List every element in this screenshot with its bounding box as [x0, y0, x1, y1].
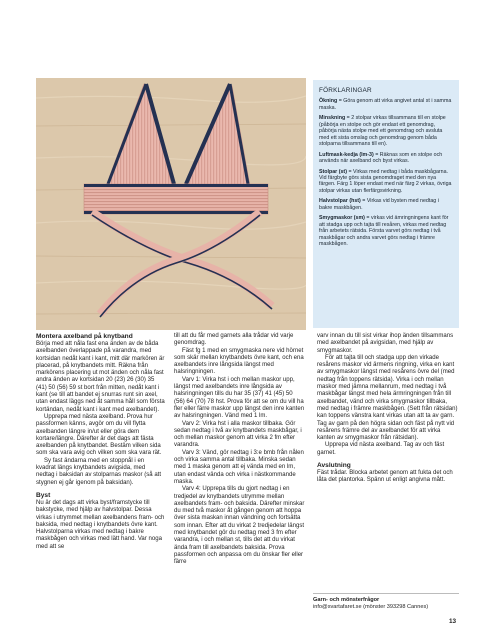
paragraph: Varv 4: Upprepa tills du gjort nedtag i en tredjedel av knytbandets utrymme mellan axelbandets fram- och baksida. Därefter minskar du med två maskor åt gången genom att hoppa över sista maskan innan vändning och fortsätta som innan. Efter att du virkat 2 tredjedelar längst med knytbandet gör du nedtag med 3 fm efter varandra, i och mellan st, tills det att du virkat ända fram till axelbandets baksida. Prova passformen och anpassa om du önskar fler eller färre: [174, 486, 305, 566]
column-3: [317, 333, 459, 485]
legend-entry: [319, 198, 453, 211]
legend-definition: = Räknas som en stolpe och används när axelband och byst virkas.: [319, 151, 443, 165]
credit: [313, 597, 463, 611]
legend-term: Stolpar (st): [319, 168, 347, 175]
legend-entries: [319, 98, 453, 247]
page-number: 13: [449, 618, 457, 625]
paragraph: Fäst trådar. Blocka arbetet genom att fukta det och låta det plantorka. Spänn ut enligt angivna mått.: [317, 470, 453, 484]
paragraph: till att du får med garnets alla trådar vid varje genomdrag.: [174, 333, 294, 347]
legend-entry: [319, 215, 453, 247]
paragraph: Sy fast ändarna med en stoppnål i en kvadrat längs knytbandets avigsida, med nedtag i baksidan av stolparnas maskor (så att stygnen ej går igenom på baksidan).: [36, 457, 162, 486]
section-heading: Avslutning: [317, 462, 351, 470]
legend-term: Smygmaskor (sm): [319, 215, 365, 222]
legend-entry: [319, 115, 453, 147]
paragraph: Varv 2: Virka hst i alla maskor tillbaka. Gör sedan nedtag i två av knytbandets maskbågar, i och mellan maskor genom att virka 2 fm efter varandra.: [174, 420, 302, 449]
paragraph: Fäst fg 1 med en smygmaska nere vid hörnet som skär mellan knytbandets övre kant, och ena axelbandets inre långsida längst med halsringningen.: [174, 347, 304, 376]
legend-definition: = Virkas vid bysten med nedtag i bakre maskbågen.: [319, 198, 439, 211]
legend-definition: = Göra genom att virka angivet antal st i samma maska.: [319, 98, 452, 111]
legend-definition: = Virkas med nedtag i båda maskbågarna. Vid färgbyte görs sista genomdraget med den nya färgen. Färg 1 löper endast med när färg 2 virkas, övriga stolpar virkas utan flerfärgsvirkning.: [319, 168, 452, 194]
instructions: [36, 333, 459, 633]
credit-divider: [313, 593, 459, 594]
legend-entry: [319, 152, 453, 165]
section-heading: Byst: [36, 491, 51, 499]
paragraph: För att tajta till och stadga upp den virkade resårens maskor vid ärmens ringning, virka en kant av smygmaskor längst med resårens övre del (med nedtag från toppens rätsida). Virka i och mellan maskor med jämna mellanrum, med nedtag i två maskbågar längst med hela ärmringningen från till axelbandet, vänd och virka smygmaskor tillbaka, med nedtag i främre maskbågen. (Sett från rätsidan) kan toppens vänstra kant virkas utan att ta av garn. Tag av garn på den högra sidan och fäst på nytt vid resårens främre del av axelbandet för att virka kanten av smygmaskor från rätsidan).: [317, 354, 458, 442]
paragraph: Varv 3: Vänd, gör nedtag i 3:e bmb från nålen och virka samma antal tillbaka. Minska sedan med 1 maska genom att ej vända med en lm, utan endast vända och virka i nästkommande maska.: [174, 449, 304, 485]
legend-term: Luftmask-kedja (lm-3): [319, 151, 374, 158]
product-photo: [36, 78, 306, 330]
paragraph: Nu är det dags att virka byst/framstycke till bakstycke, med hjälp av halvstolpar. Dessa virkas i utrymmet mellan axelbandens fram- och baksida, med nedtag i knytbandets övre kant. Halvstolparna virkas med nedtag i bakre maskbågen och virkas med lätt hand. Var noga med att se: [36, 499, 165, 550]
legend-term: Minskning: [319, 115, 346, 122]
credit-title: Garn- och mönsterfrågor: [313, 597, 380, 603]
paragraph: Upprepa med nästa axelband. Prova hur passformen känns, avgör om du vill flytta axelbanden längre in/ut eller göra dem kortare/längre. Därefter är det dags att fästa axelbanden på knytbandet. Bestäm vilken sida som ska vara avig och vilken som ska vara rät.: [36, 413, 162, 457]
column-2: [174, 333, 305, 567]
legend-term: Ökning: [319, 98, 338, 105]
section-heading: Montera axelband på knytband: [36, 333, 133, 340]
legend-term: Halvstolpar (hst): [319, 198, 361, 205]
paragraph: Börja med att nåla fast ena änden av de båda axelbanden överlappade på varandra, med kortsidan nedåt kant i kant, mitt där markören är placerad, på knytbandets mitt. Räkna från markörens placering ut mot änden och nåla fast andra änden av kortsidan 20 (23) 26 (30) 35 (41) 50 (56) 59 st bort från mitten, nedåt kant i kant (se till att bandet ej snurras runt sin axel, utan endast läggs ned åt samma håll som första kortändan, nedåt kant i kant med axelbandet).: [36, 341, 165, 413]
paragraph: Upprepa vid nästa axelband. Tag av och fäst garnet.: [317, 442, 445, 456]
column-1: [36, 333, 165, 551]
credit-email: info@svartafaret.se (mönster 393298 Cannes): [313, 604, 429, 610]
legend-definition: = virkas vid ämringningens kant för att stadga upp och tajta till resåren, virkas med nedtag från arbetets rätsida. Första varvet görs nedtag i två maskbågar och andra varvet görs nedtag i främre maskbågen.: [319, 215, 449, 248]
paragraph: varv innan du till sist virkar ihop änden tillsammans med axelbandet på avigsidan, med hjälp av smygmaskor.: [317, 333, 454, 354]
paragraph: Varv 1: Virka hst i och mellan maskor upp, längst med axelbandets inre långsida av halsringningen tills du har 35 (37) 41 (45) 50 (56) 64 (70) 78 hst. Prova för att se om du vill ha fler eller färre maskor upp längst den inre kanten av halsringningen. Vänd med 1 lm.: [174, 376, 305, 420]
legend-entry: [319, 169, 453, 195]
legend-definition: = 2 stolpar virkas tillsammans till en stolpe (påbörja en stolpe och gör endast ett genomdrag, påbörja nästa stolpe med ett genomdrag och avsluta med ett sista omslag och genomdrag genom båda stolparna tillsammans till en).: [319, 115, 446, 148]
legend-box: [313, 80, 459, 328]
crochet-top-image: [36, 78, 306, 330]
legend-entry: [319, 98, 453, 111]
legend-title: FÖRKLARINGAR: [319, 87, 372, 94]
